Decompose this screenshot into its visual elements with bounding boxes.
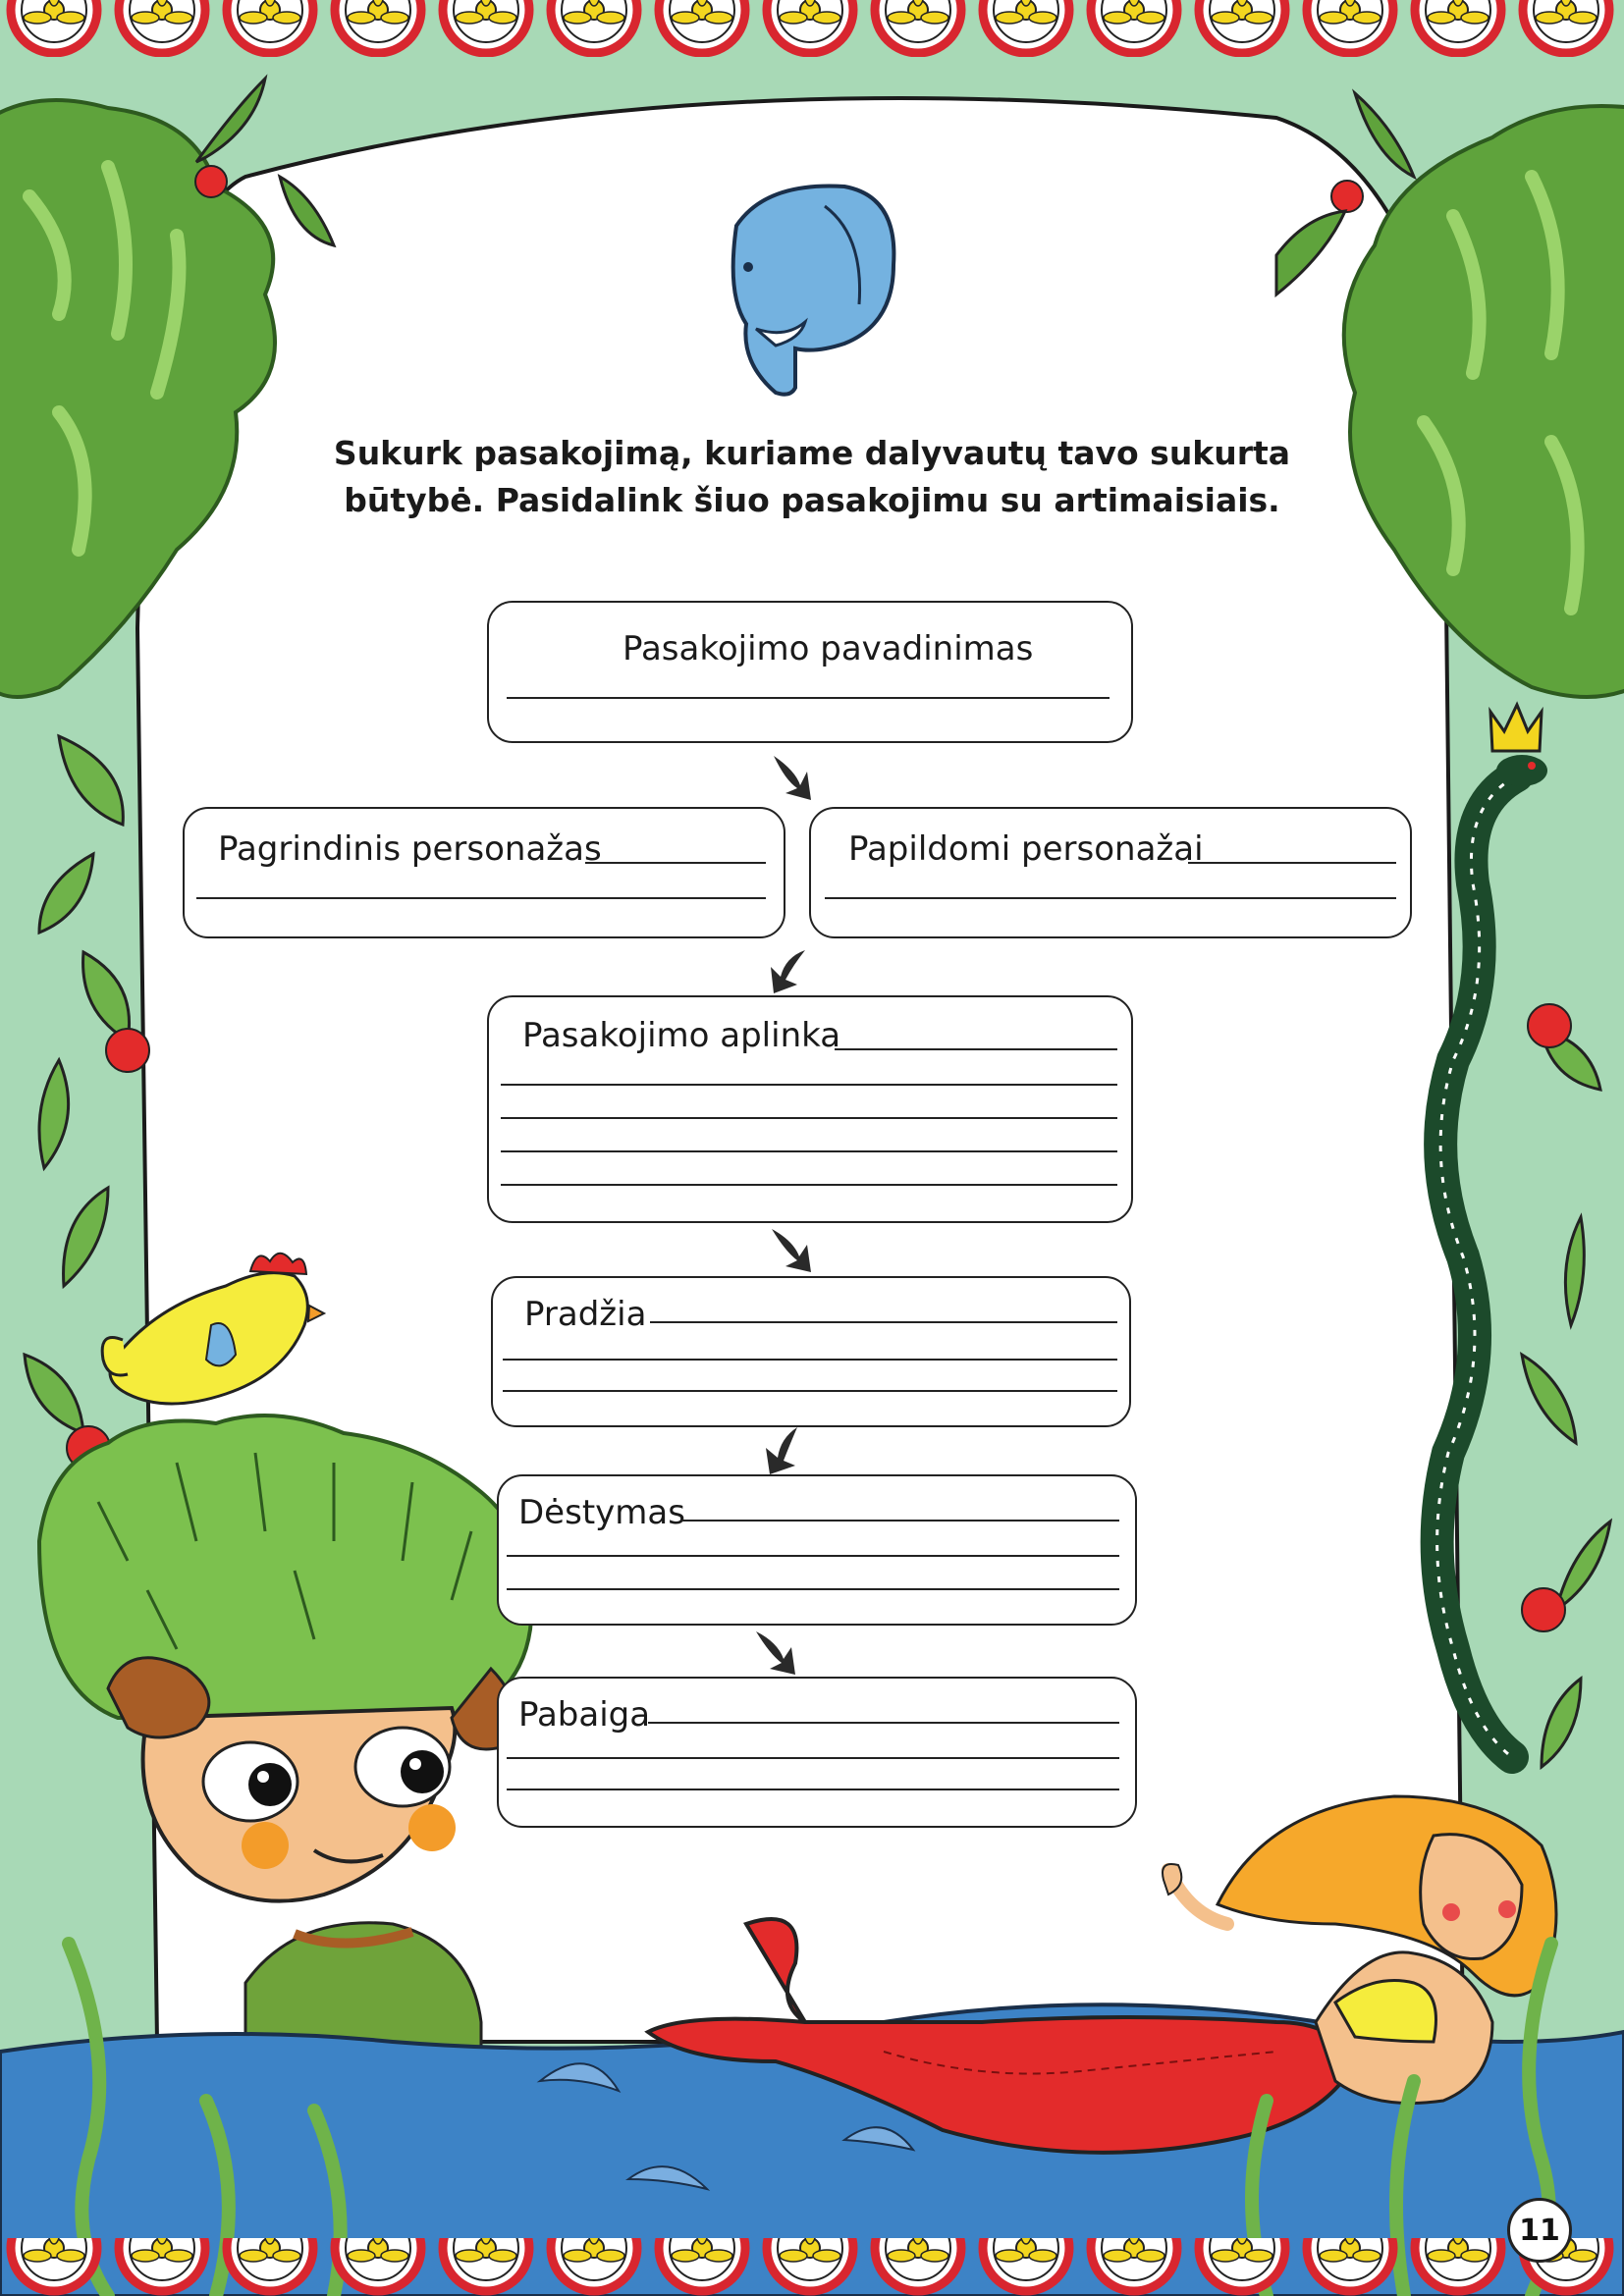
story-setting-writing-line[interactable]: [501, 1117, 1117, 1119]
ending-writing-line[interactable]: [507, 1789, 1119, 1790]
main-character-box[interactable]: [183, 807, 785, 938]
story-setting-writing-line[interactable]: [501, 1084, 1117, 1086]
ending-box[interactable]: [497, 1677, 1137, 1828]
apple-icon: [106, 1029, 149, 1072]
right-vine-leaves: [1522, 1031, 1610, 1767]
main-character-writing-line[interactable]: [585, 862, 766, 864]
apple-icon: [1522, 1588, 1565, 1631]
middle-writing-line[interactable]: [507, 1555, 1119, 1557]
story-setting-box[interactable]: [487, 995, 1133, 1223]
additional-characters-label: Papildomi personažai: [848, 829, 1204, 869]
beginning-writing-line[interactable]: [650, 1321, 1117, 1323]
bottom-border-decoration: [0, 2237, 1624, 2296]
beginning-writing-line[interactable]: [503, 1390, 1117, 1392]
middle-writing-line[interactable]: [507, 1588, 1119, 1590]
top-border-decoration: [0, 0, 1624, 57]
apple-icon: [1528, 1004, 1571, 1047]
instruction-line-2: būtybė. Pasidalink šiuo pasakojimu su artimaisiais.: [344, 481, 1280, 519]
middle-writing-line[interactable]: [681, 1520, 1119, 1522]
ending-writing-line[interactable]: [648, 1722, 1119, 1724]
story-title-writing-line[interactable]: [507, 697, 1110, 699]
story-setting-writing-line[interactable]: [835, 1048, 1117, 1050]
middle-label: Dėstymas: [518, 1493, 685, 1532]
additional-characters-writing-line[interactable]: [1188, 862, 1396, 864]
beginning-box[interactable]: [491, 1276, 1131, 1427]
middle-box[interactable]: [497, 1474, 1137, 1626]
ending-writing-line[interactable]: [507, 1757, 1119, 1759]
story-setting-writing-line[interactable]: [501, 1150, 1117, 1152]
left-vine-leaves: [25, 736, 130, 1433]
page-number: 11: [1507, 2198, 1572, 2263]
additional-characters-writing-line[interactable]: [825, 897, 1396, 899]
ending-label: Pabaiga: [518, 1695, 651, 1735]
beginning-writing-line[interactable]: [503, 1359, 1117, 1361]
beginning-label: Pradžia: [524, 1295, 647, 1334]
story-setting-label: Pasakojimo aplinka: [522, 1016, 841, 1055]
story-setting-writing-line[interactable]: [501, 1184, 1117, 1186]
story-title-label: Pasakojimo pavadinimas: [623, 629, 1034, 668]
story-title-box[interactable]: [487, 601, 1133, 743]
main-character-writing-line[interactable]: [196, 897, 766, 899]
instruction-text: [295, 430, 1329, 524]
instruction-line-1: Sukurk pasakojimą, kuriame dalyvautų tavo sukurta: [333, 434, 1291, 472]
main-character-label: Pagrindinis personažas: [218, 829, 602, 869]
crown-icon: [1490, 705, 1542, 751]
additional-characters-box[interactable]: [809, 807, 1412, 938]
